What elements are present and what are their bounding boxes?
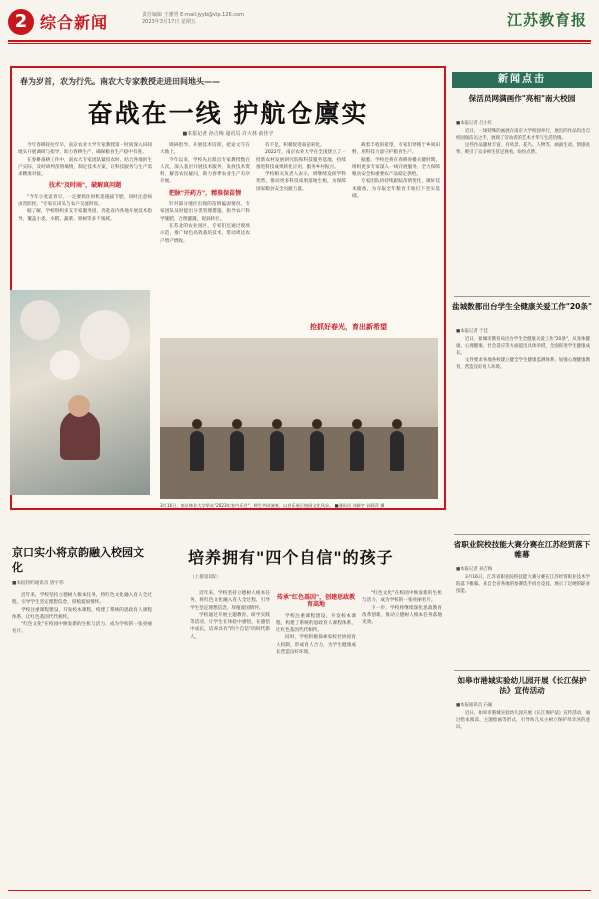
story2-headline: 培养拥有"四个自信"的孩子 <box>188 548 394 567</box>
lead-subhead-1: 技术"及时雨"，破解真问题 <box>48 182 122 190</box>
lead-headline: 奋战在一线 护航仓廪实 <box>87 99 369 128</box>
paragraph: 专家团队将持续跟踪苗情变化，做好技术储备，为夺取全年粮食丰收打下坚实基础。 <box>352 179 440 200</box>
paragraph: 调研指导、开展技术培训，把论文写在大地上。 <box>160 143 250 156</box>
performer-figure <box>230 431 244 471</box>
lead-column-2 <box>160 142 250 332</box>
masthead-rule <box>8 40 591 42</box>
rail-divider <box>454 296 590 297</box>
rail-item1-body <box>456 128 590 288</box>
performer-head <box>312 419 322 429</box>
performer-figure <box>190 431 204 471</box>
story2-byline: （上接第1版） <box>190 575 221 580</box>
paragraph: 近日，一场特殊的画展在南京大学校园举行，展出的作品均出自校园保洁员之手，展现了劳动者的艺术才华与生活热情。 <box>456 129 590 141</box>
news-clicks-banner: 新闻点击 <box>452 72 592 88</box>
paragraph: 文件要求各地各校建立健全学生健康监测体系，加强心理健康教育，营造良好育人环境。 <box>456 358 590 370</box>
story2-column-3 <box>362 590 442 885</box>
paragraph: 针对部分地区出现的苗情偏弱情况，专家团队及时提出分类管理措施，指导农户科学施肥、合理灌溉，促弱转壮。 <box>160 202 250 222</box>
paragraph: 近年来，学校坚持立德树人根本任务，将红色文化融入育人全过程，引导学生坚定理想信念，厚植爱国情怀。 <box>190 591 270 611</box>
paragraph: 今年春耕较往年早，南京农业大学专家教授第一时间深入田间地头开展调研与指导，助力春耕生产，确保粮食生产稳中有进。 <box>18 143 152 156</box>
paragraph: 近日，如皋市港城实验幼儿园开展《长江保护法》宣传活动，通过绘本阅读、主题绘画等形式，引导幼儿从小树立保护母亲河的意识。 <box>456 711 590 730</box>
paragraph: 这些作品题材丰富，有风景、花鸟、人物等，画面生动，情感真挚，吸引了众多师生驻足观看，纷纷点赞。 <box>456 143 590 155</box>
rail-item3-headline: 省职业院校技能大赛分赛在江苏经贸落下帷幕 <box>453 540 591 559</box>
edition-info <box>142 12 282 26</box>
story2-subhead: 传承"红色基因"，创建思政教育高地 <box>276 594 356 609</box>
rail-item4-headline: 如皋市港城实验幼儿园开展《长江保护法》宣传活动 <box>457 676 587 695</box>
rail-item2-body <box>456 336 590 526</box>
paragraph: 学校注重课程建设，开发校本课程，构建了系统的思政育人课程体系，让红色基因代代相传。 <box>276 613 356 634</box>
rail-item2-headline: 盐城数都出台学生全健康关爱工作"20条" <box>452 302 592 311</box>
rail-item4-byline: ■本报通讯员 石颖 <box>456 703 493 708</box>
performer-head <box>192 419 202 429</box>
lead-subhead-2: 把脉"开药方"，精准保苗情 <box>168 189 242 197</box>
blossom-shape <box>80 310 130 360</box>
concert-photo <box>160 338 438 499</box>
paragraph: 3月16日，江苏省职业院校技能大赛分赛在江苏经贸职业技术学院落下帷幕，来自全省各地的参赛选手同台竞技，展示了过硬的职业技能。 <box>456 575 590 594</box>
section-name: 综合新闻 <box>40 13 109 32</box>
story2-column-1 <box>190 590 270 885</box>
lead-column-4 <box>352 142 440 320</box>
kid-story-body <box>12 592 152 885</box>
student-photo <box>10 290 150 495</box>
paragraph: 学校通过开展主题教育、研学实践等活动，让学生在体验中感悟，在感悟中成长，培养具有"四个自信"的时代新人。 <box>190 612 270 640</box>
kid-story-byline: ■本报特约通讯员 唐宇伟 <box>12 581 64 586</box>
blossom-shape <box>50 350 80 380</box>
masthead <box>0 0 599 62</box>
performer-head <box>232 419 242 429</box>
paragraph: 载着丰收的希望，专家们穿梭于乡间田野，用科技力量守护粮食生产。 <box>352 143 440 156</box>
paragraph: 近日，盐城市教育局出台学生全健康关爱工作"20条"，从身体健康、心理健康、社会适应等方面提出具体举措，全面促进学生健康成长。 <box>456 337 590 356</box>
issue-date: 2023年3月17日 星期五 <box>142 19 196 25</box>
paragraph: "今年小麦返青早，一定要抓住时机追施拔节肥，同时注意病虫害防控。"专家在田头与农户交流时说。 <box>18 194 152 208</box>
blossom-shape <box>20 300 60 340</box>
rail-item3-byline: ■本报记者 孙吉梅 <box>456 567 493 572</box>
performer-figure <box>310 431 324 471</box>
rail-item2-byline: ■本报记者 于佳 <box>456 329 488 334</box>
paragraph: 近年来，学校坚持立德树人根本任务，将红色文化融入育人全过程，引导学生坚定理想信念，厚植爱国情怀。 <box>12 593 152 606</box>
paragraph: 下一步，学校将继续深化思政教育改革创新，推动立德树人根本任务落地见效。 <box>362 605 442 626</box>
performer-head <box>352 419 362 429</box>
performer-head <box>392 419 402 429</box>
paragraph: 据了解，学校组织多支专家服务团，奔赴省内各地开展技术指导，覆盖小麦、水稻、蔬菜、果树等多个领域。 <box>18 209 152 222</box>
footer-rule <box>8 890 591 891</box>
performer-head <box>272 419 282 429</box>
paragraph: 今年以来，学校先后派出专家教授数百人次，深入基层开展技术服务，发放技术资料，解答农民疑问，助力春季农业生产有序开展。 <box>160 157 250 185</box>
rail-item3-body <box>456 574 590 664</box>
paragraph: 学校相关负责人表示，将继续发挥学科优势，推动更多科技成果落地生根，为保障国家粮食安全贡献力量。 <box>256 172 346 192</box>
lead-column-1 <box>18 142 152 287</box>
performer-figure <box>270 431 284 471</box>
paragraph: "红色文化"在校园中焕发新的生机与活力，成为学校的一张亮丽名片。 <box>362 591 442 604</box>
story2-column-2 <box>276 590 356 885</box>
performer-figure <box>350 431 364 471</box>
lead-column-3 <box>256 142 346 332</box>
child-figure <box>60 410 100 460</box>
paragraph: 有不足，积极促进弱苗转化。 <box>265 143 325 148</box>
rail-divider <box>454 534 590 535</box>
paragraph: 同时，学校积极探索家校社协同育人机制，形成育人合力，为学生健康成长营造良好环境。 <box>276 635 356 656</box>
paragraph: "红色文化"在校园中焕发新的生机与活力，成为学校的一张亮丽名片。 <box>12 622 152 635</box>
masthead-rule-thin <box>8 43 591 44</box>
rail-item4-body <box>456 710 590 885</box>
photo-caption: 3月16日，南京林业大学举办"2023年室内乐会"，师生共同演奏，以音乐展示校园文化风采。 ■通讯员 刘新宇 孙莉萍 摄 <box>160 503 385 508</box>
rail-item1-byline: ■本报记者 吕小红 <box>456 121 493 126</box>
editor-line: 责任编辑 王雅男 E-mail:jyyb@vip.126.com <box>142 12 244 18</box>
lead-byline: ■本报记者 孙吉梅 通讯员 许大林 俞佳宇 <box>182 131 274 137</box>
rail-item1-headline: 保活员网满画作"亮相"南大校园 <box>468 94 576 103</box>
paper-logo: 江苏教育报 <box>506 11 587 29</box>
paragraph: 据悉，学校还将在春耕春播关键时期，组织更多专家深入一线开展服务，全力保障粮食安全和重要农产品稳定供给。 <box>352 157 440 178</box>
child-head <box>68 395 90 417</box>
paragraph: 学校注重课程建设，开发校本课程，构建了系统的思政育人课程体系，让红色基因代代相传。 <box>12 607 152 620</box>
page-number: 2 <box>8 9 34 35</box>
paragraph: 2022年，南京农业大学在全国建立了一批新农村发展研究院和科技服务基地，持续推进科技成果转化应用，服务乡村振兴。 <box>256 150 346 170</box>
paragraph: 在春耕备耕工作中，南农大专家团队紧扣农时，结合各地的生产实际，及时研判苗情墒情，制定技术方案，让科技服务与生产需求精准对接。 <box>18 157 152 178</box>
lead-subhead-3: 抢抓好春光，育出新希望 <box>310 323 387 331</box>
performer-figure <box>390 431 404 471</box>
kid-story-headline: 京口实小将京韵融入校园文化 <box>12 546 144 574</box>
rail-divider <box>454 670 590 671</box>
paragraph: 在苏北的农业园区，专家们还通过现场示范，推广绿色高效栽培技术，带动周边农户增产增收。 <box>160 223 250 244</box>
lead-kicker: 春为岁首，农为行先。南农大专家教授走进田间地头—— <box>20 77 220 86</box>
